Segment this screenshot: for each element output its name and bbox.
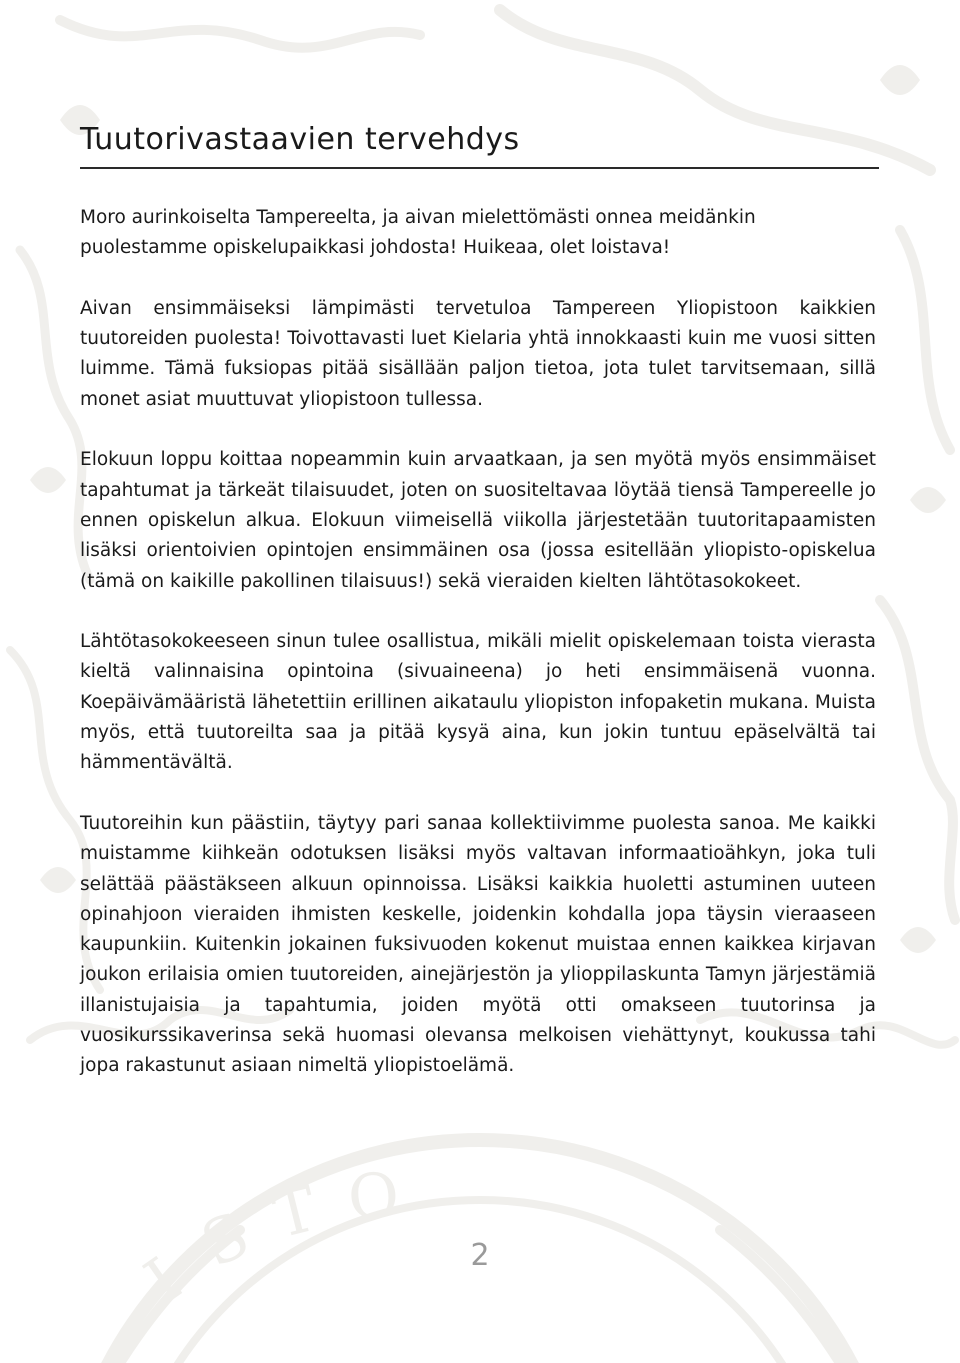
page-number: 2 [470, 1238, 490, 1273]
svg-text:T: T [265, 1171, 324, 1253]
title-divider [80, 167, 879, 169]
svg-text:S: S [190, 1197, 260, 1282]
paragraph-level-tests: Lähtötasokokeeseen sinun tulee osallistua, mikäli mielit opiskelemaan toista vierasta kieltä valinnaisina opintoina (sivuaineena) jo heti ensimmäisenä vuonna. Koepäivämääristä lähetettiin erillinen aikataulu yliopiston infopaketin mukana. Muista myös, että tuutoreilta saa ja pitää kysyä aina, kun jokin tuntuu epäselvältä tai hämmentävältä. [80, 631, 876, 774]
page-title: Tuutorivastaavien tervehdys [80, 122, 520, 157]
svg-text:O: O [344, 1157, 402, 1235]
letter-body [80, 203, 876, 1112]
paragraph-greeting: Moro aurinkoiselta Tampereelta, ja aivan mielettömästi onnea meidänkin puolestamme opiskelupaikkasi johdosta! Huikeaa, olet loistava! [80, 207, 756, 259]
paragraph-august-events: Elokuun loppu koittaa nopeammin kuin arvaatkaan, ja sen myötä myös ensimmäiset tapahtumat ja tärkeät tilaisuudet, joten on suositeltavaa löytää tiensä Tampereelle jo ennen opiskelun alkua. Elokuun viimeisellä viikolla järjestetään tuutoritapaamisten lisäksi orientoivien opintojen ensimmäinen osa (jossa esitellään yliopisto-opiskelua (tämä on kaikille pakollinen tilaisuus!) sekä vieraiden kielten lähtötasokokeet. [80, 449, 876, 592]
paragraph-welcome: Aivan ensimmäiseksi lämpimästi tervetuloa Tampereen Yliopistoon kaikkien tuutoreiden puolesta! Toivottavasti luet Kielaria yhtä innokkaasti kuin me vuosi sitten luimme. Tämä fuksiopas pitää sisällään paljon tietoa, jota tulet tarvitsemaan, sillä monet asiat muuttuvat yliopistoon tullessa. [80, 297, 876, 410]
svg-text:I: I [131, 1243, 194, 1318]
paragraph-tutors: Tuutoreihin kun päästiin, täytyy pari sanaa kollektiivimme puolesta sanoa. Me kaikki muistamme kiihkeän odotuksen lisäksi myös valtavan informaatioähkyn, joka tuli selättää päästäkseen alkuun opinnoissa. Lisäksi kaikkia huoletti astuminen uuteen opinahjoon vieraiden ihmisten keskelle, joidenkin kohdalla jopa täysin vieraaseen kaupunkiin. Kuitenkin jokainen fuksivuoden kokenut muistaa ennen kaikkea kirjavan joukon erilaisia omien tuutoreiden, ainejärjestön ja ylioppilaskunta Tamyn järjestämiä illanistujaisia ja tapahtumia, joiden myötä otti omakseen tuutorinsa ja vuosikurssikaverinsa sekä huomasi olevansa melkoisen viehättynyt, koukussa tahi jopa rakastunut asiaan nimeltä yliopistoelämä. [80, 812, 876, 1077]
